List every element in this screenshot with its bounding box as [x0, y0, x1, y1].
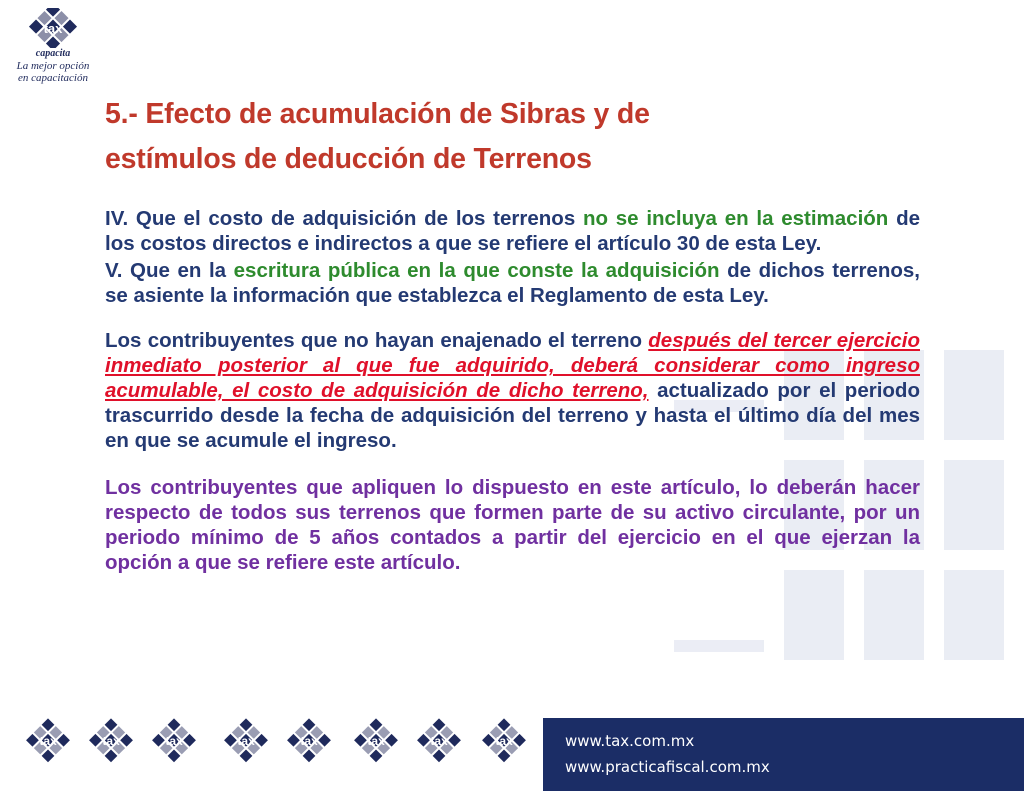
svg-text:tax: tax — [495, 734, 513, 748]
logo-slogan — [14, 60, 92, 84]
svg-text:tax: tax — [165, 734, 183, 748]
svg-text:tax: tax — [300, 734, 318, 748]
footer-logo-strip — [0, 712, 555, 772]
svg-text:tax: tax — [367, 734, 385, 748]
footer-tax-logo-icon — [218, 712, 274, 770]
svg-text:tax: tax — [430, 734, 448, 748]
svg-text:tax: tax — [39, 734, 57, 748]
footer-bar — [543, 718, 1024, 791]
tax-diamond-icon — [14, 8, 92, 48]
footer-tax-logo-icon — [83, 712, 139, 770]
svg-text:tax: tax — [237, 734, 255, 748]
paragraph-v-highlight: escritura pública en la que conste la adquisición — [233, 259, 720, 282]
paragraph-iv-prefix: IV. Que el costo de adquisición de los terrenos — [105, 207, 583, 230]
footer-tax-logo-icon — [348, 712, 404, 770]
paragraph-3-suffix: actualizado por el periodo trascurrido desde la fecha de adquisición del terreno y hasta el último día del mes en que se acumule el ingreso. — [105, 379, 920, 452]
paragraph-v-suffix: de dichos terrenos, se asiente la información que establezca el Reglamento de esta Ley. — [105, 259, 920, 307]
title-line-2: estímulos de deducción de Terrenos — [105, 143, 592, 175]
title-line-1: 5.- Efecto de acumulación de Sibras y de — [105, 98, 650, 130]
logo-brand: tax — [43, 21, 63, 36]
paragraph-iv-suffix: de los costos directos e indirectos a que se refiere el artículo 30 de esta Ley. — [105, 207, 921, 255]
logo-slogan-line1: La mejor opción — [16, 60, 90, 72]
paragraph-4: Los contribuyentes que apliquen lo dispuesto en este artículo, lo deberán hacer respecto de todos sus terrenos que formen parte de su activo circulante, por un periodo mínimo de 5 años contados a partir del ejercicio en el que ejerzan la opción a que se refiere este artículo. — [105, 476, 920, 574]
footer-tax-logo-icon — [411, 712, 467, 770]
footer-tax-logo-icon — [20, 712, 76, 770]
logo-tag: capacita — [35, 48, 71, 59]
footer-tax-logo-icon — [281, 712, 337, 770]
paragraph-3 — [105, 328, 920, 453]
paragraph-iv-highlight: no se incluya en la estimación — [582, 207, 889, 230]
paragraph-v-prefix: V. Que en la — [105, 259, 234, 282]
footer-tax-logo-icon — [146, 712, 202, 770]
slide-body — [105, 206, 920, 575]
paragraph-iv — [105, 206, 920, 256]
url-tax[interactable]: www.tax.com.mx — [565, 732, 695, 750]
logo-slogan-line2: en capacitación — [18, 72, 88, 84]
paragraph-3-highlight: después del tercer ejercicio inmediato posterior al que fue adquirido, deberá considerar como ingreso acumulable, el costo de adquisición de dicho terreno, — [105, 329, 920, 402]
svg-text:tax: tax — [102, 734, 120, 748]
paragraph-v — [105, 258, 920, 308]
url-practicafiscal[interactable]: www.practicafiscal.com.mx — [565, 758, 770, 776]
paragraph-3-prefix: Los contribuyentes que no hayan enajenado el terreno — [105, 329, 649, 352]
slide-title — [105, 92, 825, 182]
footer-tax-logo-icon — [476, 712, 532, 770]
tax-logo — [14, 8, 92, 93]
